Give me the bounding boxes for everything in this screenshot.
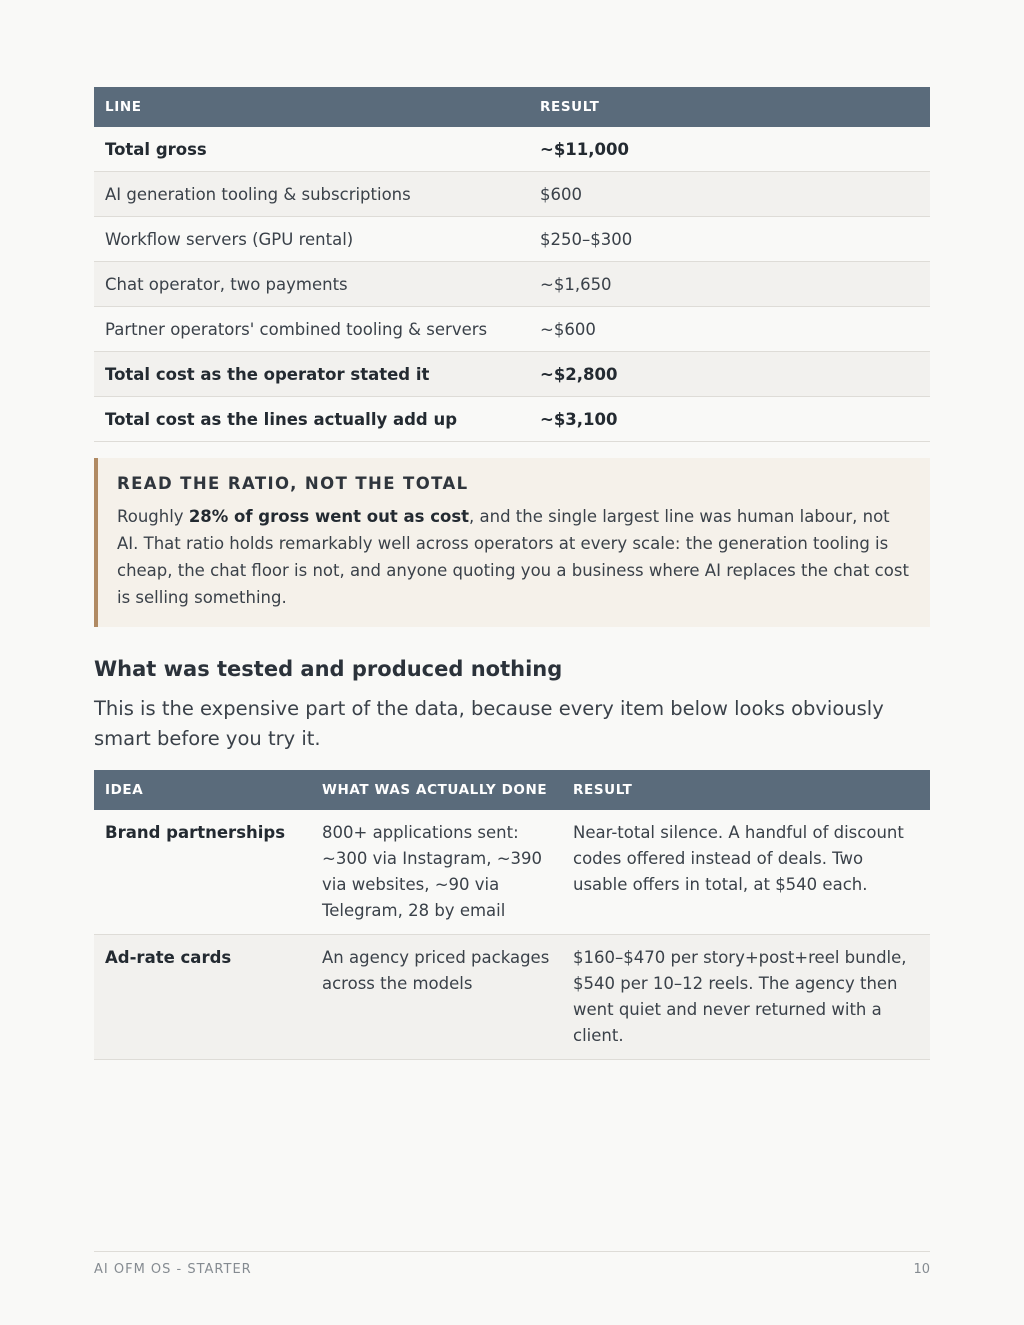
cell-result: $160–$470 per story+post+reel bundle, $540 per 10–12 reels. The agency then went quiet and never returned with a client.	[562, 935, 930, 1060]
page-number: 10	[913, 1262, 930, 1277]
footer-document-title: AI OFM OS - STARTER	[94, 1262, 252, 1277]
cell-result: Near-total silence. A handful of discount codes offered instead of deals. Two usable offers in total, at $540 each.	[562, 810, 930, 935]
table-row	[94, 352, 930, 397]
cell-line: Partner operators' combined tooling & servers	[94, 307, 529, 352]
table-header-row	[94, 87, 930, 127]
column-header-result: RESULT	[562, 770, 930, 810]
table-header-row	[94, 770, 930, 810]
table-row	[94, 810, 930, 935]
table-row	[94, 935, 930, 1060]
callout-title: READ THE RATIO, NOT THE TOTAL	[117, 474, 469, 493]
cost-table-wrapper	[94, 87, 930, 442]
column-header-line: LINE	[94, 87, 529, 127]
cell-line: Total gross	[94, 127, 529, 172]
table-row	[94, 217, 930, 262]
table-row	[94, 172, 930, 217]
cell-line: Total cost as the operator stated it	[94, 352, 529, 397]
cost-table	[94, 87, 930, 442]
table-row	[94, 127, 930, 172]
cell-line: Workflow servers (GPU rental)	[94, 217, 529, 262]
callout-body-emphasis: 28% of gross went out as cost	[188, 507, 470, 526]
cell-idea: Brand partnerships	[94, 810, 311, 935]
column-header-result: RESULT	[529, 87, 930, 127]
table-row	[94, 262, 930, 307]
cell-result: ~$3,100	[529, 397, 930, 442]
cell-result: ~$600	[529, 307, 930, 352]
tests-table	[94, 770, 930, 1060]
callout-body-prefix: Roughly	[117, 507, 189, 526]
section-intro: This is the expensive part of the data, because every item below looks obviously smart before you try it.	[94, 697, 884, 750]
callout-body-suffix: , and the single largest line was human labour, not AI. That ratio holds remarkably well across operators at every scale: the generation tooling is cheap, the chat floor is not, and anyone quoting you a business where AI replaces the chat cost is selling something.	[117, 507, 909, 607]
cell-line: AI generation tooling & subscriptions	[94, 172, 529, 217]
column-header-done: WHAT WAS ACTUALLY DONE	[311, 770, 562, 810]
column-header-idea: IDEA	[94, 770, 311, 810]
cell-done: An agency priced packages across the models	[311, 935, 562, 1060]
callout-box	[94, 458, 930, 627]
cell-line: Total cost as the lines actually add up	[94, 397, 529, 442]
cell-result: ~$2,800	[529, 352, 930, 397]
cell-result: ~$11,000	[529, 127, 930, 172]
tests-table-wrapper	[94, 770, 930, 1060]
cell-line: Chat operator, two payments	[94, 262, 529, 307]
cell-result: $600	[529, 172, 930, 217]
footer-divider	[94, 1251, 930, 1252]
cell-result: $250–$300	[529, 217, 930, 262]
table-row	[94, 307, 930, 352]
section-heading: What was tested and produced nothing	[94, 657, 563, 681]
cell-idea: Ad-rate cards	[94, 935, 311, 1060]
cell-result: ~$1,650	[529, 262, 930, 307]
cell-done: 800+ applications sent: ~300 via Instagram, ~390 via websites, ~90 via Telegram, 28 by email	[311, 810, 562, 935]
callout-body	[117, 503, 912, 611]
table-row	[94, 397, 930, 442]
